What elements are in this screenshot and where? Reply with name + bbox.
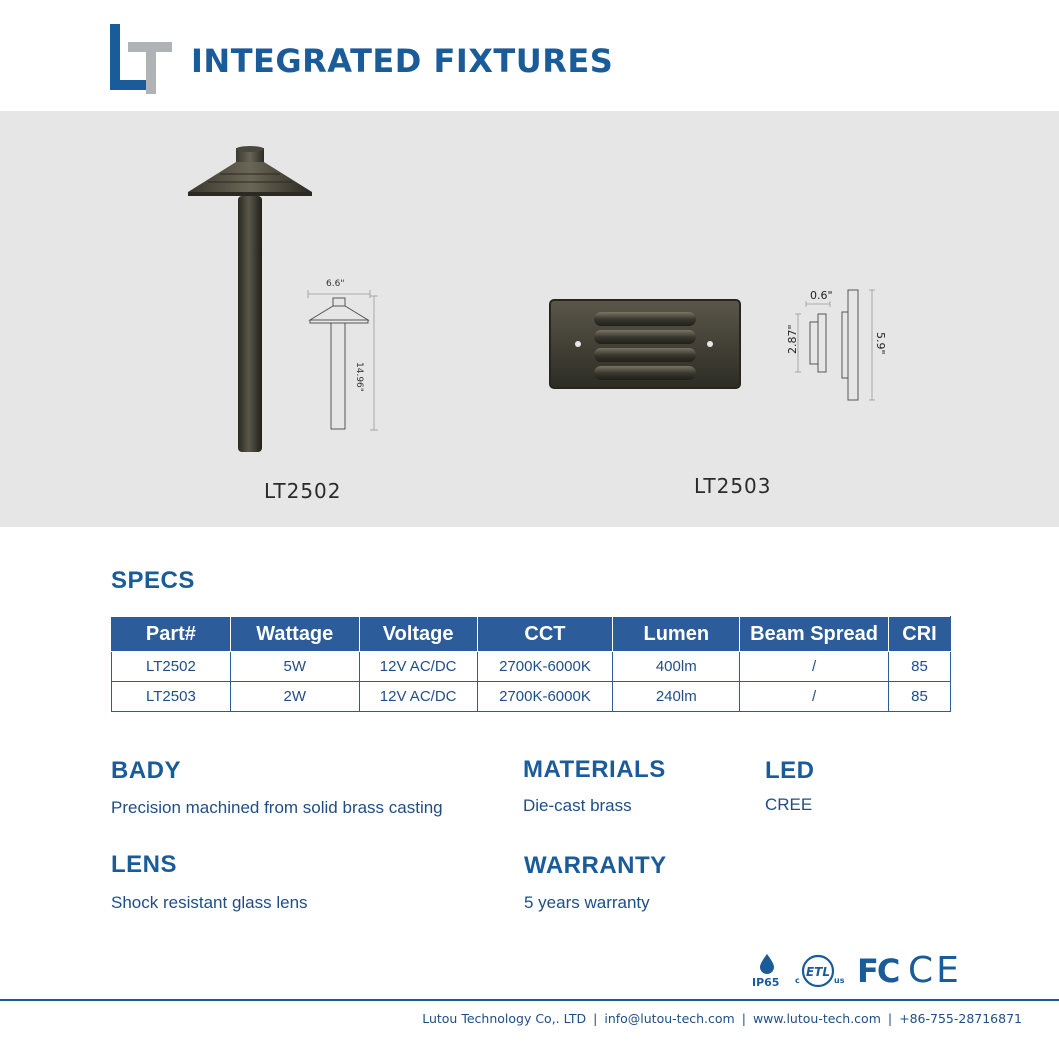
lt2503-product-image xyxy=(548,298,742,390)
column-header: Lumen xyxy=(613,617,740,652)
etl-us-label: us xyxy=(834,976,845,985)
led-title: LED xyxy=(765,757,815,784)
table-cell: LT2503 xyxy=(112,682,231,712)
column-header: Beam Spread xyxy=(740,617,889,652)
footer-email[interactable]: info@lutou-tech.com xyxy=(604,1011,735,1026)
table-cell: 12V AC/DC xyxy=(359,682,477,712)
water-drop-icon xyxy=(758,953,776,975)
lt2503-height-label: 2.87" xyxy=(786,324,799,354)
table-cell: 85 xyxy=(889,682,951,712)
table-cell: 2700K-6000K xyxy=(477,682,613,712)
lens-title: LENS xyxy=(111,851,178,878)
warranty-text: 5 years warranty xyxy=(524,893,650,912)
footer-separator: | xyxy=(887,1011,893,1026)
company-logo xyxy=(108,22,174,96)
table-row xyxy=(112,682,951,712)
lt2502-width-label: 6.6" xyxy=(326,279,345,289)
warranty-title: WARRANTY xyxy=(524,852,667,879)
table-row xyxy=(112,652,951,682)
table-cell: / xyxy=(740,652,889,682)
ip65-label: IP65 xyxy=(752,976,780,989)
table-cell: 5W xyxy=(230,652,359,682)
svg-text:ETL: ETL xyxy=(805,965,831,979)
column-header: Wattage xyxy=(230,617,359,652)
column-header: CRI xyxy=(889,617,951,652)
lt2503-depth-label: 0.6" xyxy=(810,289,833,302)
body-title: BADY xyxy=(111,757,182,784)
footer-separator: | xyxy=(593,1011,598,1026)
footer-separator: | xyxy=(741,1011,746,1026)
etl-c-label: c xyxy=(795,976,800,985)
lt2502-height-label: 14.96" xyxy=(354,362,364,392)
materials-title: MATERIALS xyxy=(523,756,666,783)
product-showcase xyxy=(0,111,1059,527)
table-cell: 240lm xyxy=(613,682,740,712)
footer-company: Lutou Technology Co,. LTD xyxy=(422,1011,587,1026)
lt2502-dimension-drawing xyxy=(300,278,390,436)
table-cell: 2700K-6000K xyxy=(477,652,613,682)
page-title: INTEGRATED FIXTURES xyxy=(191,42,614,80)
body-text: Precision machined from solid brass casting xyxy=(111,798,443,817)
led-text: CREE xyxy=(765,795,813,814)
column-header: Voltage xyxy=(359,617,477,652)
table-cell: 2W xyxy=(230,682,359,712)
footer-website[interactable]: www.lutou-tech.com xyxy=(752,1011,881,1026)
footer-phone: +86-755-28716871 xyxy=(899,1011,1022,1026)
footer-divider xyxy=(0,999,1059,1001)
table-header-row xyxy=(112,617,951,652)
ce-mark: CE xyxy=(908,950,962,991)
column-header: CCT xyxy=(477,617,613,652)
specs-table xyxy=(111,616,951,712)
column-header: Part# xyxy=(112,617,231,652)
table-cell: LT2502 xyxy=(112,652,231,682)
etl-icon xyxy=(800,953,836,989)
lt2502-model-label: LT2502 xyxy=(264,479,342,503)
table-cell: 85 xyxy=(889,652,951,682)
table-cell: 400lm xyxy=(613,652,740,682)
lt2503-width-label: 5.9" xyxy=(874,332,887,355)
specs-title: SPECS xyxy=(111,567,195,594)
lt2502-product-image xyxy=(180,140,320,460)
table-cell: / xyxy=(740,682,889,712)
fcc-mark: FC xyxy=(857,952,899,990)
table-cell: 12V AC/DC xyxy=(359,652,477,682)
footer xyxy=(422,1011,1022,1026)
materials-text: Die-cast brass xyxy=(523,796,632,815)
lt2503-model-label: LT2503 xyxy=(694,474,772,498)
lens-text: Shock resistant glass lens xyxy=(111,893,308,912)
